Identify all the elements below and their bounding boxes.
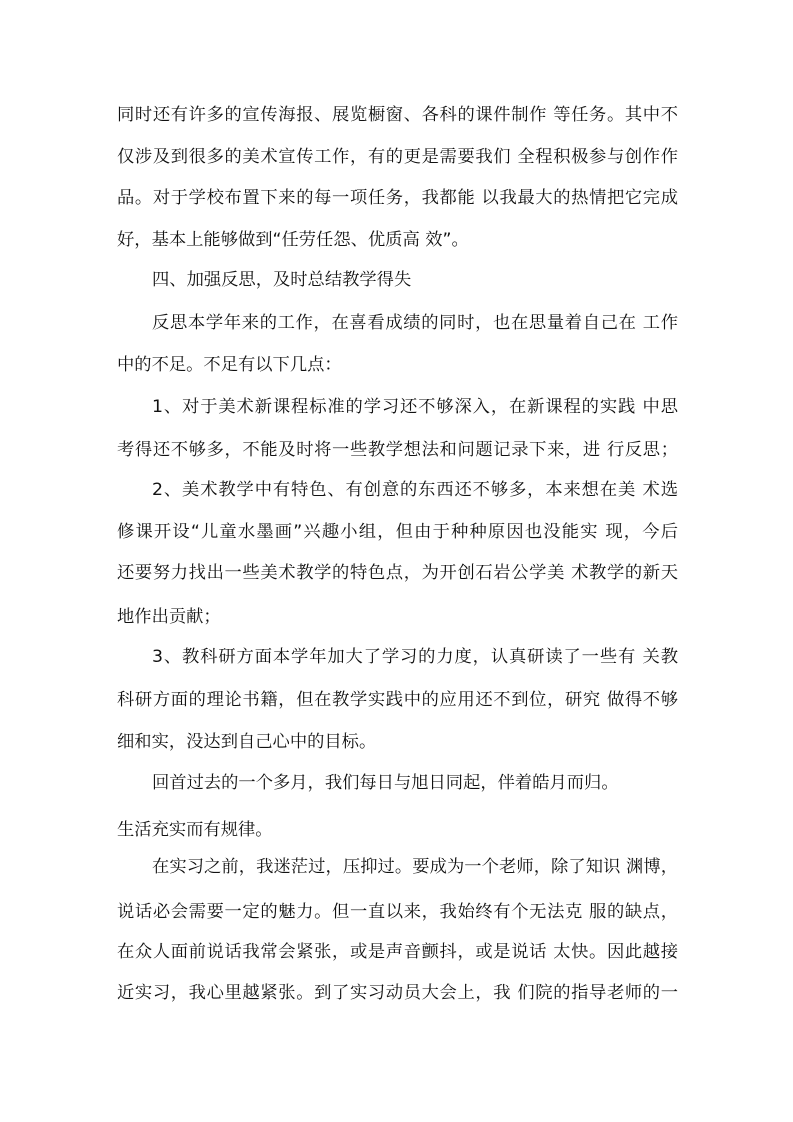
text-line: 说话必会需要一定的魅力。但一直以来，我始终有个无法克 服的缺点， [117, 902, 678, 922]
text-line: 中的不足。不足有以下几点： [117, 355, 342, 375]
text-line: 反思本学年来的工作，在喜看成绩的同时，也在思量着自己在 工作 [152, 313, 678, 333]
text-line: 细和实，没达到自己心中的目标。 [117, 732, 377, 752]
text-line: 同时还有许多的宣传海报、展览橱窗、各科的课件制作 等任务。其中不 [117, 105, 678, 125]
text-line: 品。对于学校布置下来的每一项任务，我都能 以我最大的热情把它完成 [117, 188, 678, 208]
text-line: 仅涉及到很多的美术宣传工作，有的更是需要我们 全程积极参与创作作 [117, 147, 678, 167]
text-line: 科研方面的理论书籍，但在教学实践中的应用还不到位，研究 做得不够 [117, 690, 678, 710]
text-line: 回首过去的一个多月，我们每日与旭日同起，伴着皓月而归。 [152, 773, 619, 793]
text-line: 考得还不够多，不能及时将一些教学想法和问题记录下来，进 行反思； [117, 440, 678, 460]
text-line: 生活充实而有规律。 [117, 820, 273, 840]
text-line: 四、加强反思，及时总结教学得失 [152, 270, 412, 290]
text-line: 在实习之前，我迷茫过，压抑过。要成为一个老师，除了知识 渊博， [152, 857, 678, 877]
text-line: 在众人面前说话我常会紧张，或是声音颤抖，或是说话 太快。因此越接 [117, 942, 678, 962]
text-line: 近实习，我心里越紧张。到了实习动员大会上，我 们院的指导老师的一 [117, 983, 678, 1003]
text-line: 1、对于美术新课程标准的学习还不够深入，在新课程的实践 中思 [152, 397, 678, 417]
text-line: 修课开设“儿童水墨画”兴趣小组，但由于种种原因也没能实 现，今后 [117, 522, 678, 542]
text-line: 2、美术教学中有特色、有创意的东西还不够多，本来想在美 术选 [152, 480, 678, 500]
text-line: 还要努力找出一些美术教学的特色点，为开创石岩公学美 术教学的新天 [117, 563, 678, 583]
text-line: 地作出贡献； [117, 607, 221, 627]
text-line: 好，基本上能够做到“任劳任怨、优质高 效”。 [117, 230, 469, 250]
text-line: 3、教科研方面本学年加大了学习的力度，认真研读了一些有 关教 [152, 647, 678, 667]
